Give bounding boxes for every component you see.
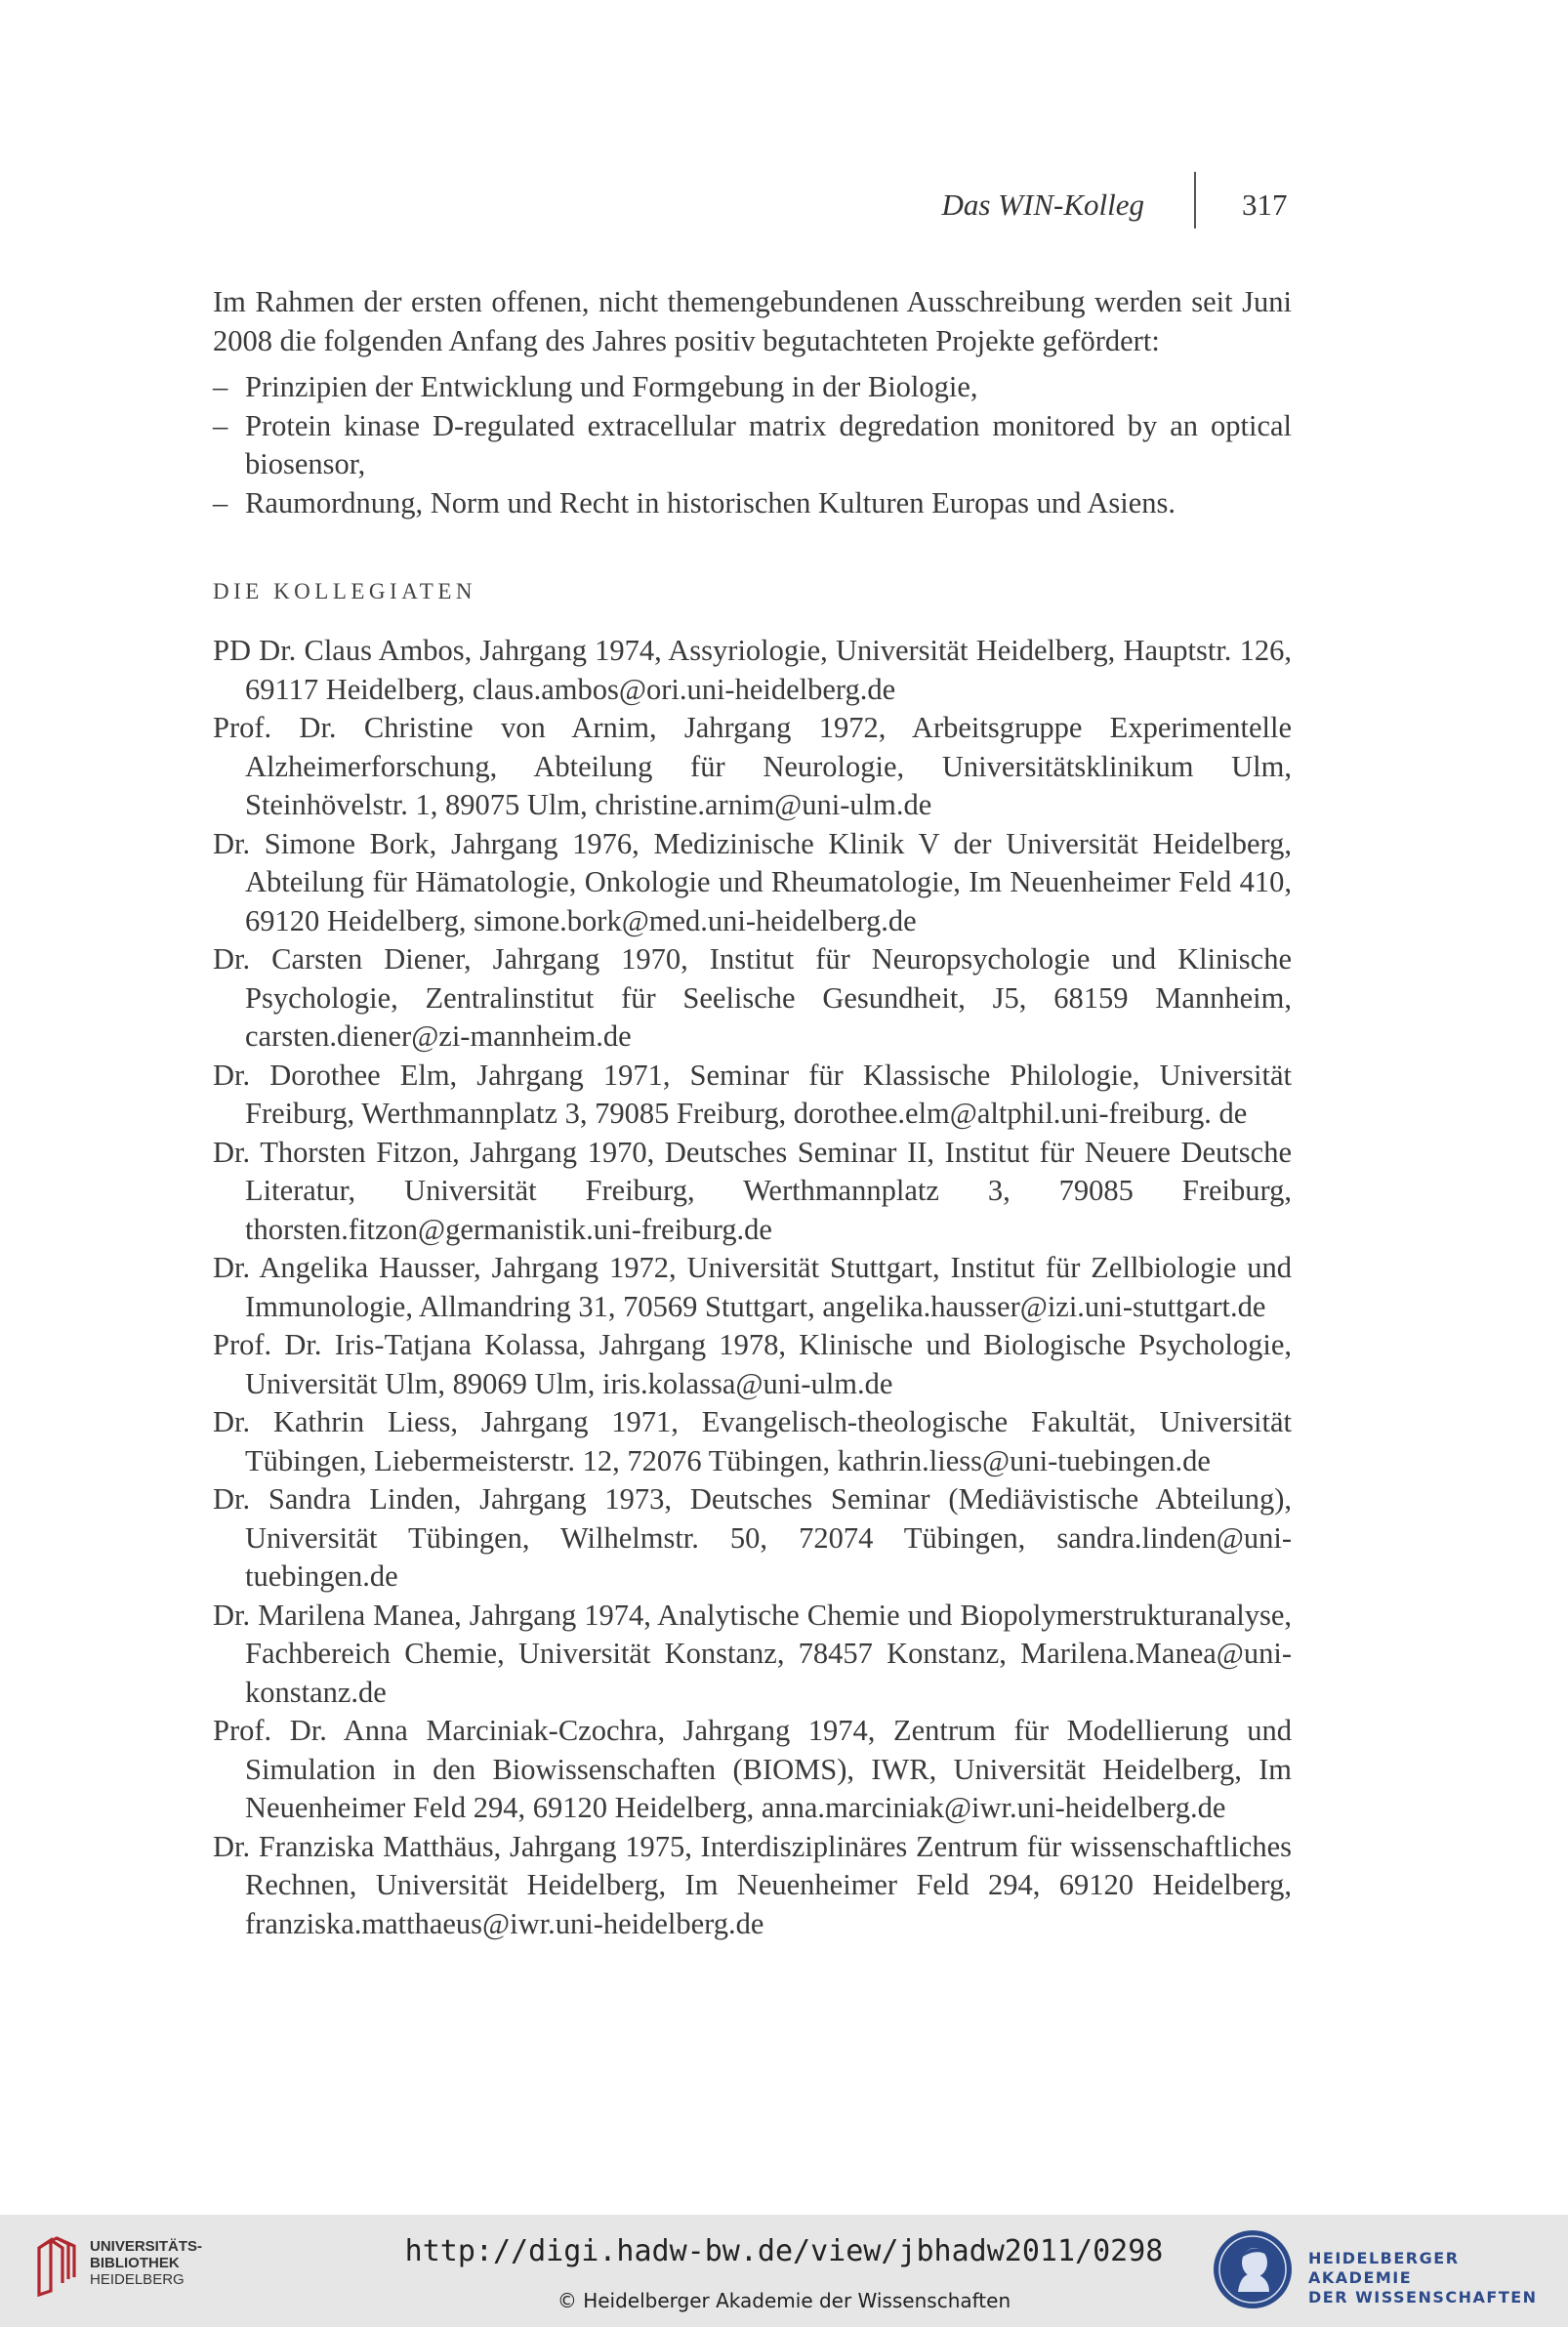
fellow-entry: Dr. Franziska Matthäus, Jahrgang 1975, Interdisziplinäres Zentrum für wissenschaftliches Rechnen, Universität Heidelberg, Im Neuenheimer Feld 294, 69120 Heidelberg, franziska.matthaeus@iwr.uni-heidelberg.de: [213, 1829, 1292, 1940]
academy-name: [1308, 2249, 1568, 2307]
project-item: [213, 368, 1292, 407]
page-body: [213, 283, 1292, 1943]
project-text: Prinzipien der Entwicklung und Formgebung in der Biologie,: [245, 370, 978, 403]
intro-paragraph: Im Rahmen der ersten offenen, nicht themengebundenen Ausschreibung werden seit Juni 2008 die folgenden Anfang des Jahres positiv begutachteten Projekte gefördert:: [213, 285, 1292, 357]
fellow-entry: Dr. Simone Bork, Jahrgang 1976, Medizinische Klinik V der Universität Heidelberg, Abteilung für Hämatologie, Onkologie und Rheumatologie, Im Neuenheimer Feld 410, 69120 Heidelberg, simone.bork@med.uni-heidelberg.de: [213, 826, 1292, 937]
fellow-entry: Dr. Kathrin Liess, Jahrgang 1971, Evangelisch-theologische Fakultät, Universität Tübingen, Liebermeisterstr. 12, 72076 Tübingen, kathrin.liess@uni-tuebingen.de: [213, 1405, 1292, 1477]
list-dash: –: [213, 370, 228, 403]
fellow-entry: Dr. Sandra Linden, Jahrgang 1973, Deutsches Seminar (Mediävistische Abteilung), Universität Tübingen, Wilhelmstr. 50, 72074 Tübingen, sandra.linden@uni-tuebingen.de: [213, 1482, 1292, 1593]
fellow-entry: Dr. Marilena Manea, Jahrgang 1974, Analytische Chemie und Biopolymerstrukturanalyse, Fachbereich Chemie, Universität Konstanz, 78457 Konstanz, Marilena.Manea@uni-konstanz.de: [213, 1598, 1292, 1709]
fellow-entry: Prof. Dr. Iris-Tatjana Kolassa, Jahrgang 1978, Klinische und Biologische Psychologie, Universität Ulm, 89069 Ulm, iris.kolassa@uni-ulm.de: [213, 1328, 1292, 1400]
list-dash: –: [213, 485, 228, 519]
library-name-line: UNIVERSITÄTS-: [90, 2238, 203, 2255]
permalink-url[interactable]: http://digi.hadw-bw.de/view/jbhadw2011/0298: [404, 2234, 1164, 2268]
fellow-entry: Dr. Angelika Hausser, Jahrgang 1972, Universität Stuttgart, Institut für Zellbiologie und Immunologie, Allmandring 31, 70569 Stuttgart, angelika.hausser@izi.uni-stuttgart.de: [213, 1251, 1292, 1323]
library-name-line: BIBLIOTHEK: [90, 2255, 180, 2271]
list-dash: –: [213, 408, 228, 442]
page-number: 317: [1242, 187, 1288, 222]
section-heading: DIE KOLLEGIATEN: [213, 579, 476, 603]
running-title: Das WIN-Kolleg: [941, 187, 1144, 222]
fellow-entry: Dr. Thorsten Fitzon, Jahrgang 1970, Deutsches Seminar II, Institut für Neuere Deutsche Literatur, Universität Freiburg, Werthmannplatz 3, 79085 Freiburg, thorsten.fitzon@germanistik.uni-freiburg.de: [213, 1135, 1292, 1246]
fellows-list: [213, 632, 1292, 1943]
fellow-entry: Prof. Dr. Christine von Arnim, Jahrgang 1972, Arbeitsgruppe Experimentelle Alzheimerforschung, Abteilung für Neurologie, Universitätsklinikum Ulm, Steinhövelstr. 1, 89075 Ulm, christine.arnim@uni-ulm.de: [213, 711, 1292, 821]
header-divider: [1194, 172, 1196, 229]
library-name-line: HEIDELBERG: [90, 2271, 185, 2288]
page-header: [0, 186, 1568, 230]
project-text: Raumordnung, Norm und Recht in historischen Kulturen Europas und Asiens.: [245, 485, 1176, 519]
fellow-entry: PD Dr. Claus Ambos, Jahrgang 1974, Assyriologie, Universität Heidelberg, Hauptstr. 126, 69117 Heidelberg, claus.ambos@ori.uni-heidelberg.de: [213, 634, 1292, 706]
fellow-entry: Prof. Dr. Anna Marciniak-Czochra, Jahrgang 1974, Zentrum für Modellierung und Simulation in den Biowissenschaften (BIOMS), IWR, Universität Heidelberg, Im Neuenheimer Feld 294, 69120 Heidelberg, anna.marciniak@iwr.uni-heidelberg.de: [213, 1714, 1292, 1824]
project-list: [213, 368, 1292, 522]
academy-name-line: HEIDELBERGER AKADEMIE: [1308, 2249, 1460, 2287]
project-item: [213, 484, 1292, 523]
project-text: Protein kinase D-regulated extracellular matrix degredation monitored by an optical biosensor,: [245, 408, 1292, 480]
copyright-notice: © Heidelberger Akademie der Wissenschaften: [557, 2289, 1011, 2312]
footer-bar: [0, 2215, 1568, 2327]
fellow-entry: Dr. Carsten Diener, Jahrgang 1970, Institut für Neuropsychologie und Klinische Psychologie, Zentralinstitut für Seelische Gesundheit, J5, 68159 Mannheim, carsten.diener@zi-mannheim.de: [213, 942, 1292, 1053]
fellow-entry: Dr. Dorothee Elm, Jahrgang 1971, Seminar für Klassische Philologie, Universität Freiburg, Werthmannplatz 3, 79085 Freiburg, dorothee.elm@altphil.uni-freiburg. de: [213, 1058, 1292, 1130]
academy-seal-icon: [1211, 2227, 1295, 2311]
project-item: [213, 407, 1292, 484]
academy-name-line: DER WISSENSCHAFTEN: [1308, 2288, 1538, 2306]
